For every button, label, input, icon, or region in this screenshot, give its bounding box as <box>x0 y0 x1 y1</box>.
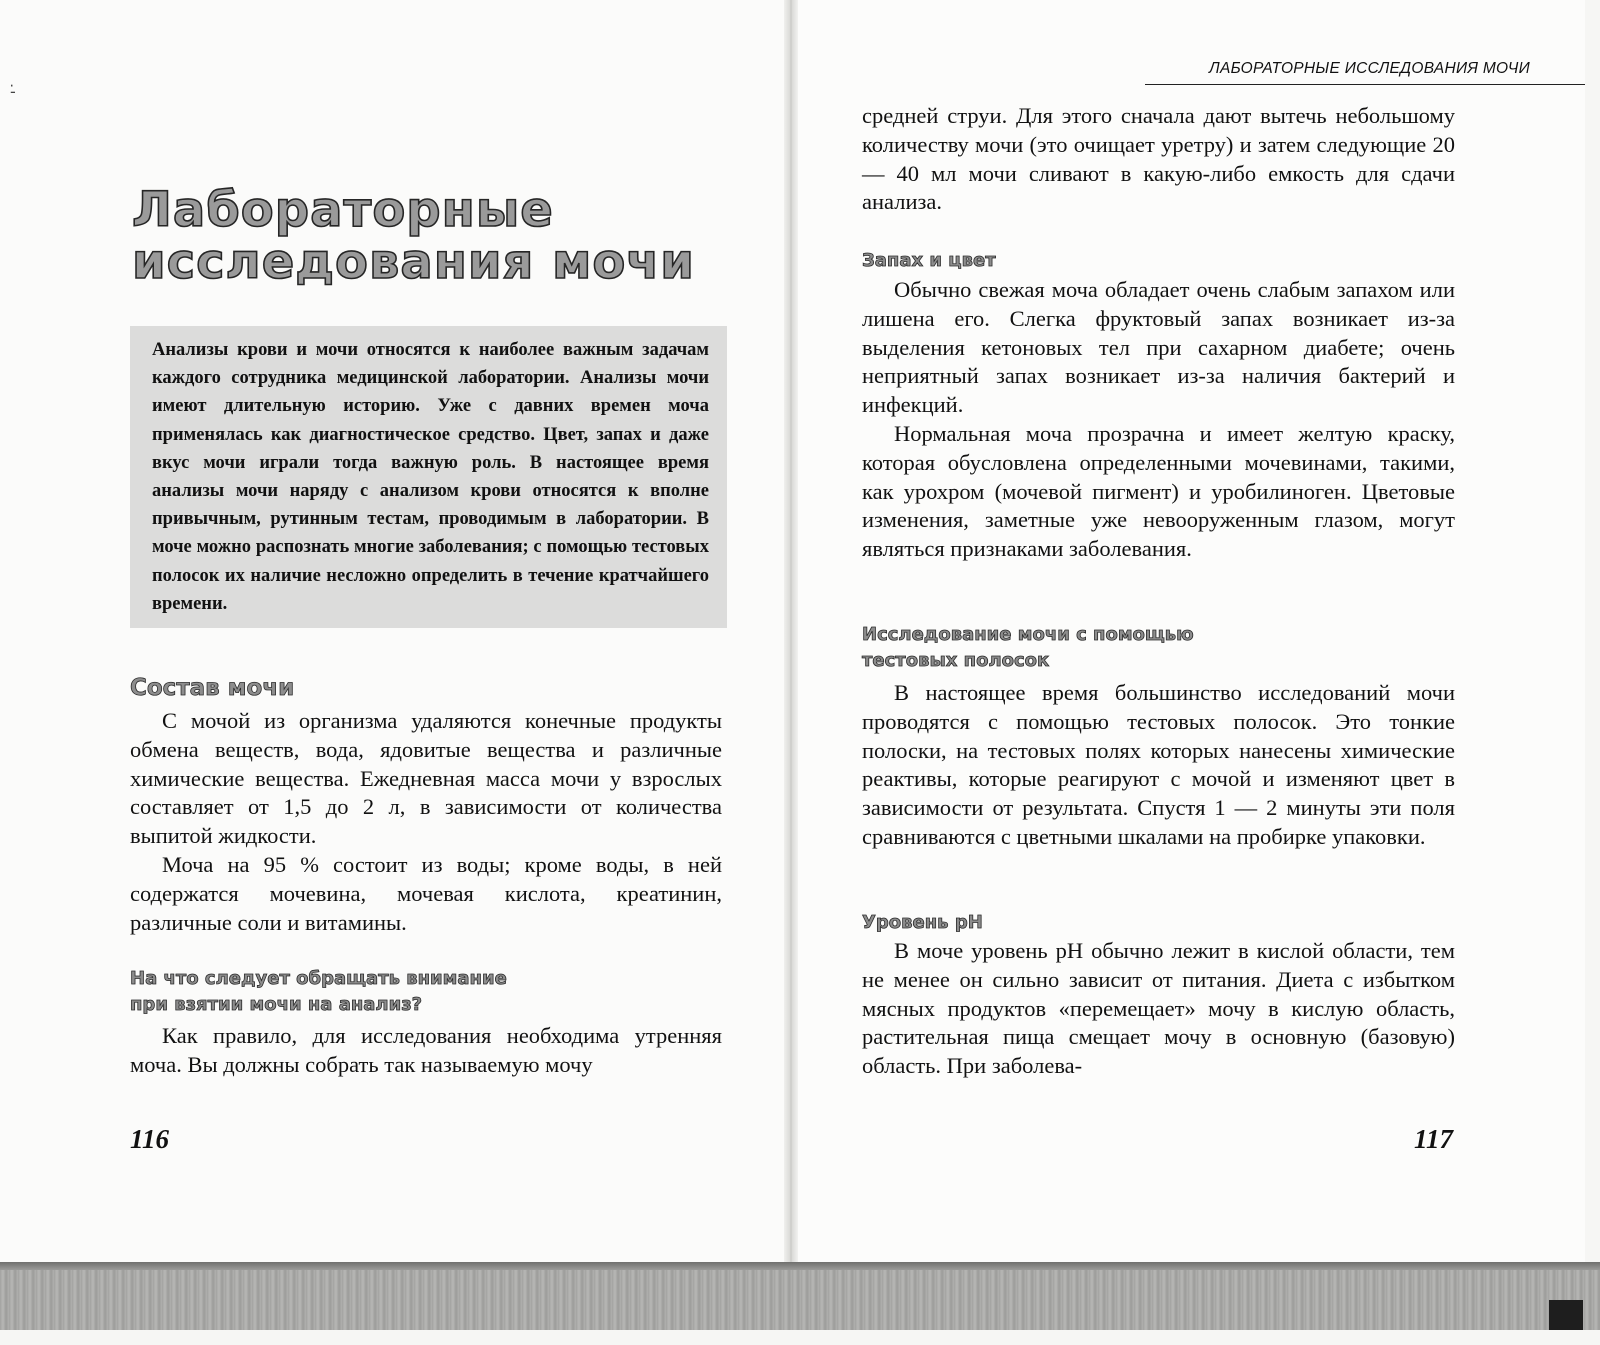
page-edge <box>1585 0 1600 1345</box>
page-number-left: 116 <box>130 1124 170 1154</box>
intro-box <box>130 326 727 628</box>
section-heading-line: тестовых полосок <box>862 650 1050 671</box>
section-heading-test-strips <box>862 622 1194 674</box>
section-heading-smell-color: Запах и цвет <box>862 250 996 271</box>
book-gutter <box>784 0 798 1262</box>
paragraph: С мочой из организма удаляются конечные продукты обмена веществ, вода, ядовитые вещества и различные химические вещества. Ежедневная масса мочи у взрослых составляет от 1,5 до 2 л, в зависимости от количества выпитой жидкости. <box>130 708 722 849</box>
paragraph: В настоящее время большинство исследований мочи проводятся с помощью тестовых полосок. Это тонкие полоски, на тестовых полях которых нанесены химические реактивы, которые реагируют с мочой и изменяют цвет в зависимости от результата. Спустя 1 — 2 минуты эти поля сравниваются с цветными шкалами на пробирке упаковки. <box>862 680 1455 849</box>
section-heading-ph: Уровень pH <box>862 912 983 933</box>
section-heading-line: На что следует обращать внимание <box>130 968 507 989</box>
paragraph: Моча на 95 % состоит из воды; кроме воды, в ней содержатся мочевина, мочевая кислота, креатинин, различные соли и витамины. <box>130 851 722 935</box>
paragraph: Обычно свежая моча обладает очень слабым запахом или лишена его. Слегка фруктовый запах возникает из-за выделения кетоновых тел при сахарном диабете; очень неприятный запах возникает из-за наличия бактерий и инфекций. <box>862 277 1455 418</box>
scan-corner-shadow <box>1549 1300 1583 1330</box>
paragraph: Как правило, для исследования необходима утренняя моча. Вы должны собрать так называемую мочу <box>130 1023 722 1077</box>
running-header: ЛАБОРАТОРНЫЕ ИССЛЕДОВАНИЯ МОЧИ <box>1209 60 1530 77</box>
page-number-right: 117 <box>1414 1124 1454 1154</box>
paragraph: В моче уровень pH обычно лежит в кислой области, тем не менее он сильно зависит от питания. Диета с избытком мясных продуктов «перемещает» мочу в кислую область, растительная пища смещает мочу в основную (базовую) область. При заболева- <box>862 938 1455 1079</box>
scan-speck-mark: -̇ <box>10 82 16 101</box>
body-ph <box>862 937 1455 1081</box>
scan-bottom-edge <box>0 1262 1600 1330</box>
body-continuation <box>862 102 1455 217</box>
body-smell-color <box>862 276 1455 564</box>
section-heading-line: Исследование мочи с помощью <box>862 624 1194 645</box>
section-heading-composition: Состав мочи <box>130 675 295 701</box>
intro-text: Анализы крови и мочи относятся к наиболее важным задачам каждого сотрудника медицинской лаборатории. Анализы мочи имеют длительную историю. Уже с давних времен моча применялась как диагностическое средство. Цвет, запах и даже вкус мочи играли тогда важную роль. В настоящее время анализы мочи наряду с анализом крови относятся к вполне привычным, рутинным тестам, проводимым в лаборатории. В моче можно распознать многие заболевания; с помощью тестовых полосок их наличие несложно определить в течение кратчайшего времени. <box>152 340 709 614</box>
chapter-title: Лабораторные исследования мочи <box>132 182 695 290</box>
section-heading-line: при взятии мочи на анализ? <box>130 994 423 1015</box>
body-test-strips <box>862 679 1455 852</box>
paragraph: средней струи. Для этого сначала дают вытечь небольшому количеству мочи (это очищает уретру) и затем следующие 20 — 40 мл мочи сливают в какую-либо емкость для сдачи анализа. <box>862 103 1455 215</box>
body-sampling <box>130 1022 722 1080</box>
body-composition <box>130 707 722 937</box>
running-header-rule <box>1145 84 1585 85</box>
paragraph: Нормальная моча прозрачна и имеет желтую краску, которая обусловлена определенными мочевинами, такими, как урохром (мочевой пигмент) и уробилиноген. Цветовые изменения, заметные уже невооруженным глазом, могут являться признаками заболевания. <box>862 420 1455 562</box>
section-heading-sampling <box>130 966 507 1018</box>
